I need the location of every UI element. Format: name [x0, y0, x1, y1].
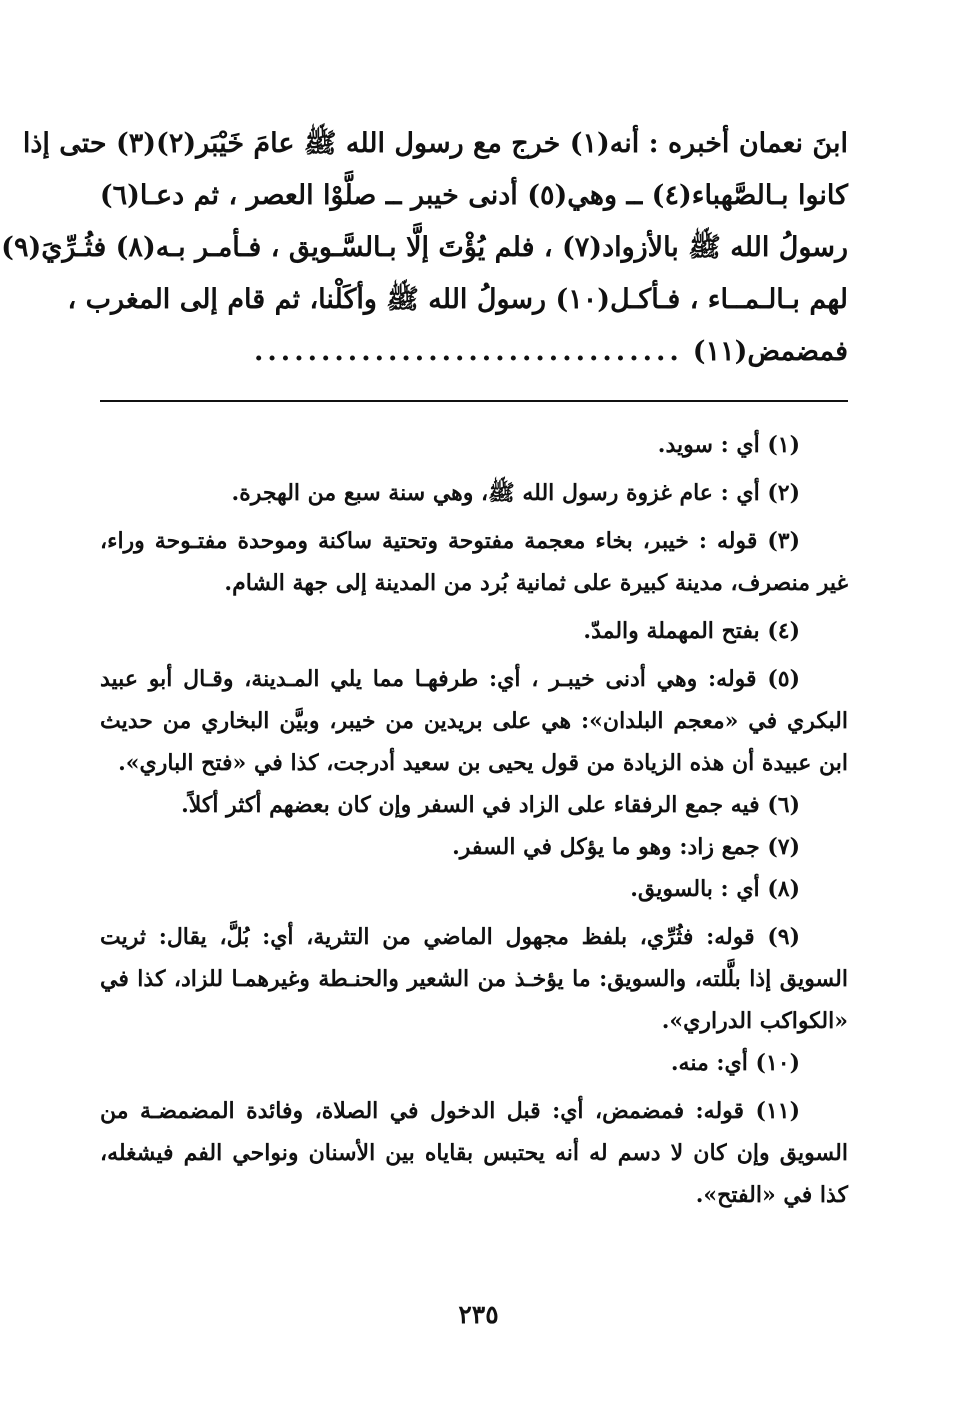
continuation-dots: ................................ [254, 336, 683, 367]
footnotes-section [100, 424, 848, 1216]
footnote-2: (٢) أي : عام غزوة رسول الله ﷺ، وهي سنة سبع من الهجرة. [231, 480, 800, 506]
text-line-last [100, 326, 848, 378]
footnote-4: (٤) بفتح المهملة والمدّ. [583, 618, 800, 644]
text-line-end: فمضمض(١١) [692, 336, 848, 367]
footnote-3: (٣) قوله : خيبر، بخاء معجمة مفتوحة وتحتية ساكنة وموحدة مفتـوحة وراء، غير منصرف، مدينة كبيرة على ثمانية بُرد من المدينة إلى جهة الشام. [100, 528, 848, 596]
footnote-8: (٨) أي : بالسويق. [630, 876, 800, 902]
footnote-divider [100, 400, 848, 402]
footnote-11: (١١) قوله: فمضمض، أي: قبل الدخول في الصلاة، وفائدة المضمضـة من السويق وإن كان لا دسم له أنه يحتبس بقاياه بين الأسنان ونواحي الفم فيشغله، كذا في «الفتح». [100, 1098, 848, 1208]
footnote-1: (١) أي : سويد. [657, 432, 800, 458]
text-line: ابنَ نعمان أخبره : أنه(١) خرج مع رسول الله ﷺ عامَ خَيْبَر(٢)(٣) حتى إذا [22, 128, 848, 159]
footnote-9: (٩) قوله: فثُرِّي، بلفظ مجهول الماضي من التثرية، أي: بُلَّ، يقال: ثريت السويق إذا بلَّلته، والسويق: ما يؤخـذ من الشعير والحنـطة وغيرهمـا للزاد، كذا في «الكواكب الدراري». [100, 924, 848, 1034]
page-number: ٢٣٥ [458, 1300, 499, 1329]
footnote-5: (٥) قوله: وهي أدنى خيبـر ، أي: طرفهـا مما يلي المـدينة، وقـال أبو عبيد البكري في «معجم البلدان»: هي على بريدين من خيبر، وبيَّن البخاري من حديث ابن عبيدة أن هذه الزيادة من قول يحيى بن سعيد أدرجت، كذا في «فتح الباري». [100, 666, 848, 776]
footnote-6: (٦) فيه جمع الرفقاء على الزاد في السفر وإن كان بعضهم أكثر أكلاً. [181, 792, 800, 818]
footnote-10: (١٠) أي: منه. [670, 1050, 800, 1076]
footnote-7: (٧) جمع زاد: وهو ما يؤكل في السفر. [452, 834, 800, 860]
hadith-text [1, 118, 848, 378]
text-line: رسولُ الله ﷺ بالأزواد(٧) ، فلم يُؤْتَ إلَّا بـالسَّـويق ، فـأمـر بـه(٨) فثُـرِّيَ(٩) [1, 232, 848, 263]
text-line: كانوا بـالصَّهباء(٤) ــ وهي(٥) أدنى خيبر ــ صلَّوْا العصر ، ثم دعـا(٦) [99, 180, 848, 211]
text-line: لهم بـالـمــاء ، فـأكـل(١٠) رسولُ الله ﷺ وأكَلْنا، ثم قام إلى المغرب ، [67, 284, 848, 315]
